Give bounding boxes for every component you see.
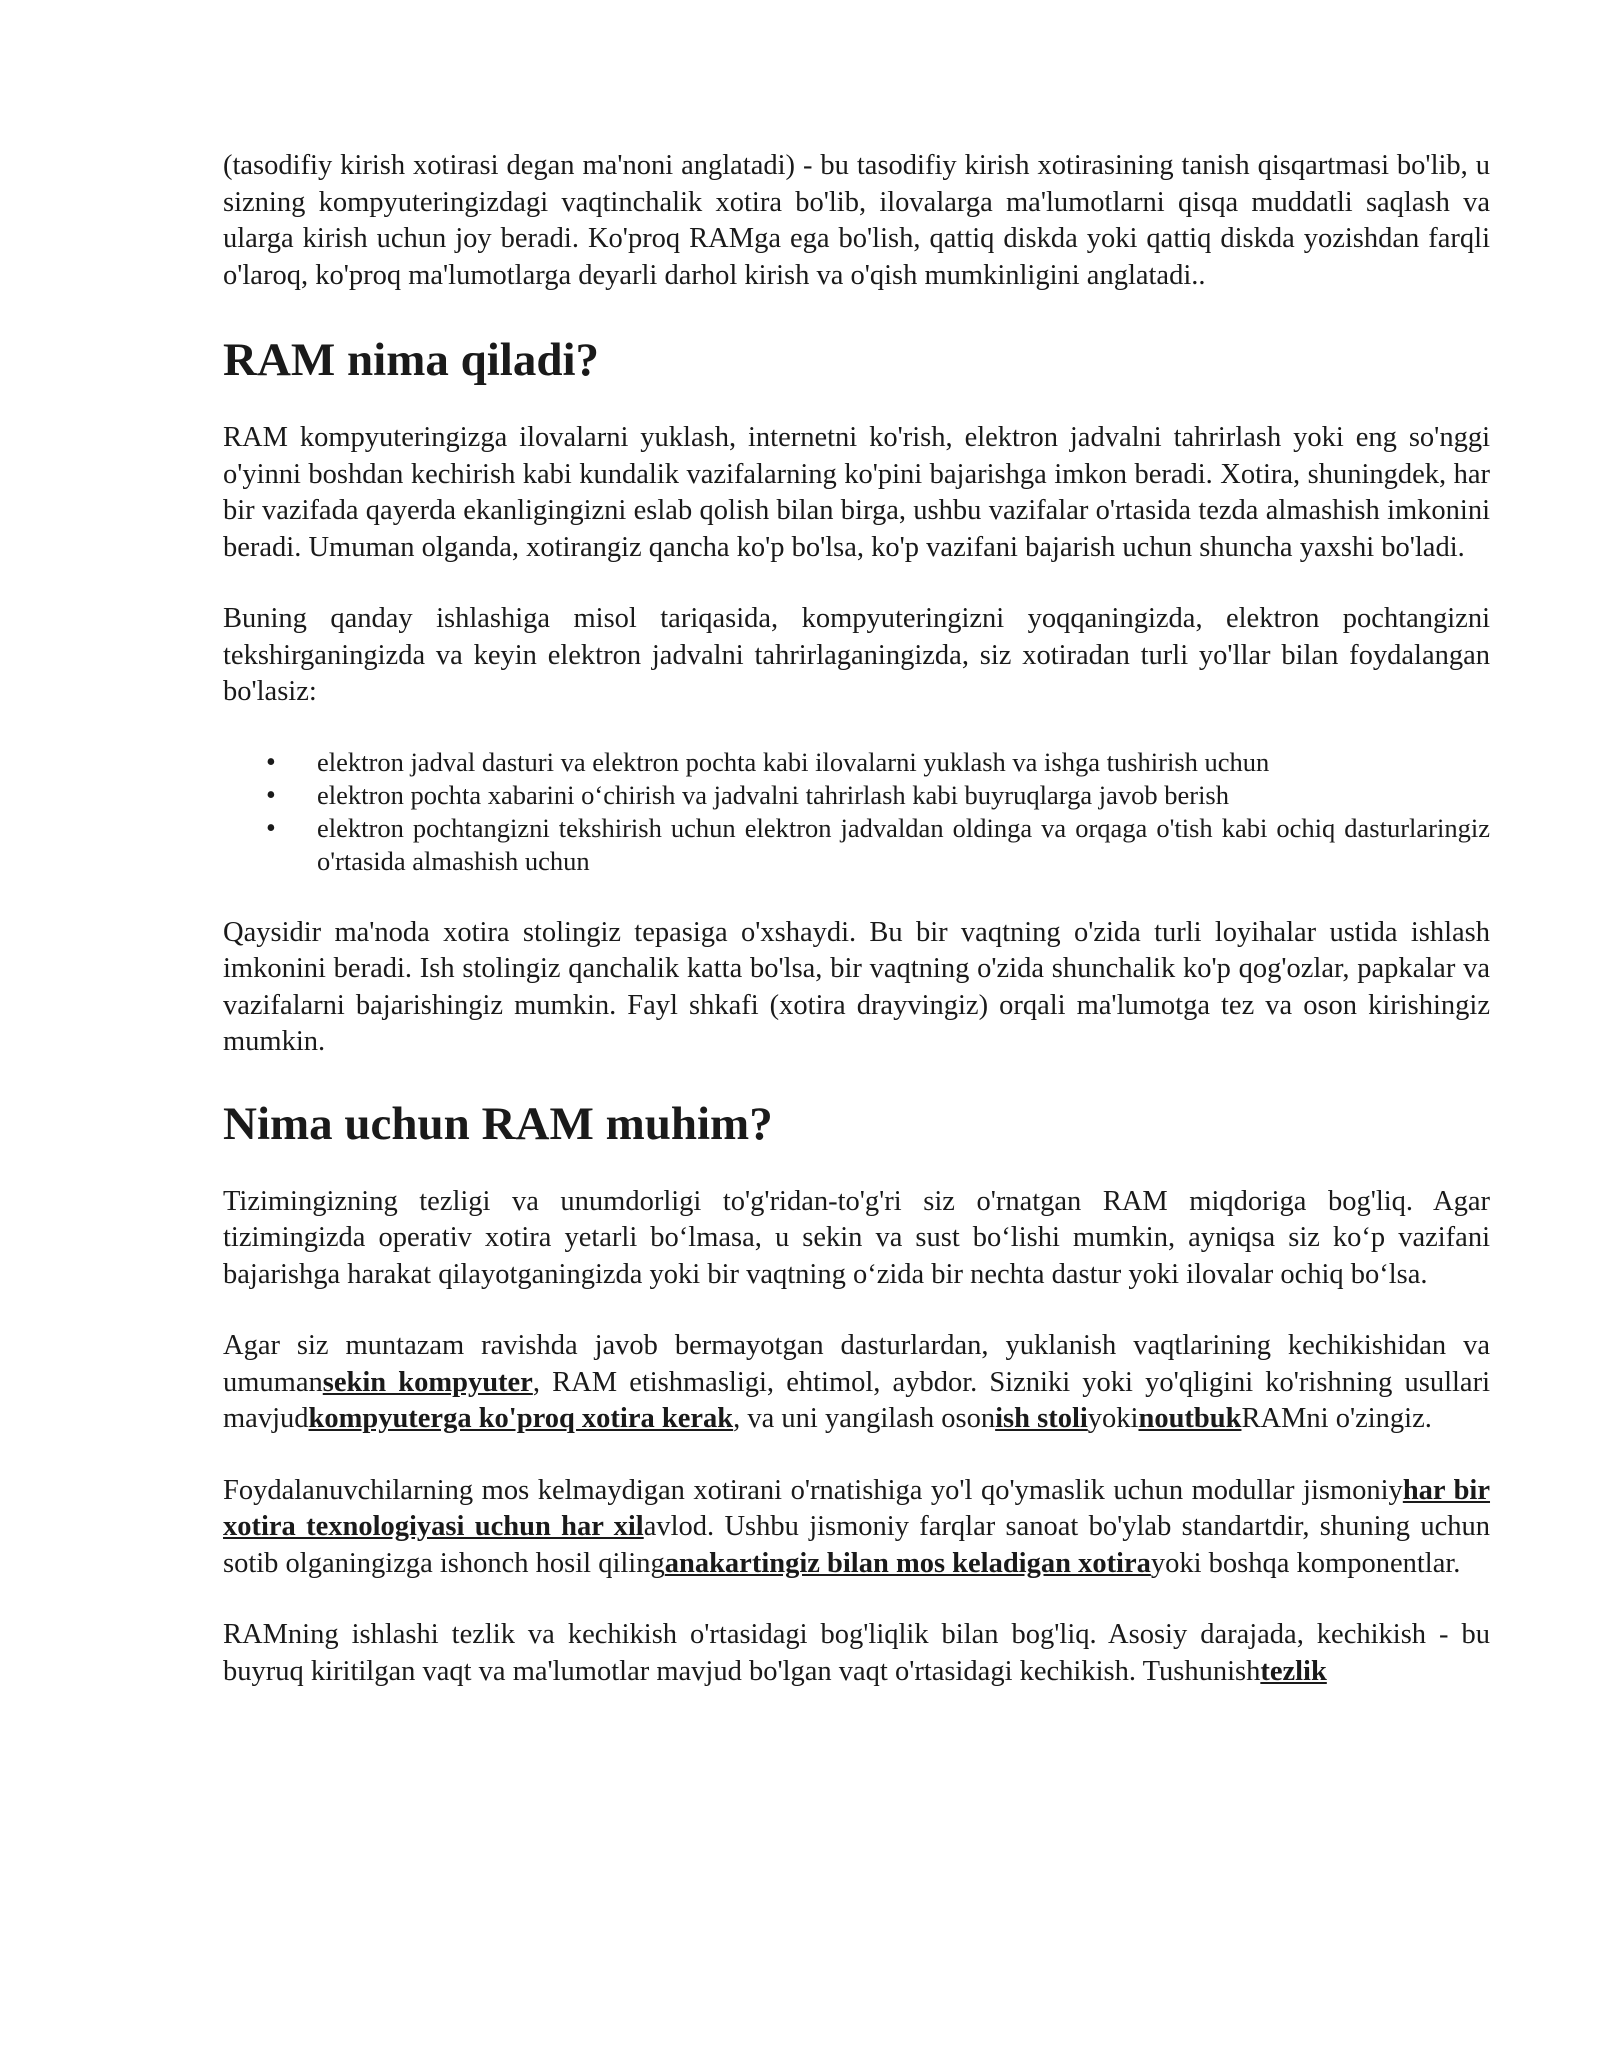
paragraph-text: Foydalanuvchilarning mos kelmaydigan xotirani o'rnatishiga yo'l qo'ymaslik uchun modullar jismoniy bbox=[223, 1474, 1403, 1506]
section1-paragraph-3: Qaysidir ma'noda xotira stolingiz tepasiga o'xshaydi. Bu bir vaqtning o'zida turli loyihalar ustida ishlash imkonini beradi. Ish stolingiz qanchalik katta bo'lsa, bir vaqtning o'zida shunchalik ko'p qog'ozlar, papkalar va vazifalarni bajarishingiz mumkin. Fayl shkafi (xotira drayvingiz) orqali ma'lumotga tez va oson kirishingiz mumkin. bbox=[223, 916, 1490, 1057]
list-item: • elektron pochta xabarini o‘chirish va jadvalni tahrirlash kabi buyruqlarga javob berish bbox=[317, 779, 1490, 812]
paragraph-text: , RAM etishmasligi, ehtimol, aybdor. Sizniki yoki yo'qligini ko'rishning usullari mavjud bbox=[223, 1366, 1490, 1434]
section2-paragraph-3 bbox=[223, 1473, 1490, 1583]
usage-list bbox=[223, 746, 1490, 878]
section-heading-what-ram-does: RAM nima qiladi? bbox=[223, 334, 600, 386]
section2-paragraph-1: Tizimingizning tezligi va unumdorligi to'g'ridan-to'g'ri siz o'rnatgan RAM miqdoriga bog'liq. Agar tizimingizda operativ xotira yetarli bo‘lmasa, u sekin va sust bo‘lishi mumkin, ayniqsa siz ko‘p vazifani bajarishga harakat qilayotganingizda yoki bir vaqtning o‘zida bir nechta dastur yoki ilovalar ochiq bo‘lsa. bbox=[223, 1185, 1490, 1290]
section1-paragraph-2: Buning qanday ishlashiga misol tariqasida, kompyuteringizni yoqqaningizda, elektron pochtangizni tekshirganingizda va keyin elektron jadvalni tahrirlaganingizda, siz xotiradan turli yo'llar bilan foydalangan bo'lasiz: bbox=[223, 603, 1490, 707]
section1-paragraph-1: RAM kompyuteringizga ilovalarni yuklash, internetni ko'rish, elektron jadvalni tahrirlash yoki eng so'nggi o'yinni boshdan kechirish kabi kundalik vazifalarning ko'pini bajarishga imkon beradi. Xotira, shuningdek, har bir vazifada qayerda ekanligingizni eslab qolish bilan birga, ushbu vazifalar o'rtasida tezda almashish imkonini beradi. Umuman olganda, xotirangiz qancha ko'p bo'lsa, ko'p vazifani bajarish uchun shuncha yaxshi bo'ladi. bbox=[223, 422, 1490, 563]
list-item: • elektron pochtangizni tekshirish uchun elektron jadvaldan oldinga va orqaga o'tish kabi ochiq dasturlaringiz o'rtasida almashish uchun bbox=[317, 812, 1490, 878]
more-memory-link[interactable]: kompyuterga ko'proq xotira kerak bbox=[308, 1403, 734, 1434]
intro-paragraph: (tasodifiy kirish xotirasi degan ma'noni anglatadi) - bu tasodifiy kirish xotirasining tanish qisqartmasi bo'lib, u sizning kompyuteringizdagi vaqtinchalik xotira bo'lib, ilovalarga ma'lumotlarni qisqa muddatli saqlash va ularga kirish uchun joy beradi. Ko'proq RAMga ega bo'lish, qattiq diskda yoki qattiq diskda yozishdan farqli o'laroq, ko'proq ma'lumotlarga deyarli darhol kirish va o'qish mumkinligini anglatadi.. bbox=[223, 150, 1490, 291]
paragraph-text: RAMni o'zingiz. bbox=[1241, 1403, 1432, 1434]
paragraph-text: avlod. Ushbu jismoniy farqlar sanoat bo'ylab standartdir, shuning uchun sotib olganingizga ishonch hosil qiling bbox=[223, 1511, 1490, 1579]
desktop-link[interactable]: ish stoli bbox=[995, 1403, 1088, 1434]
paragraph-text: yoki bbox=[1087, 1403, 1139, 1434]
memory-technology-link[interactable]: har bir xotira texnologiyasi uchun har xil bbox=[223, 1474, 1491, 1542]
list-item: • elektron jadval dasturi va elektron pochta kabi ilovalarni yuklash va ishga tushirish uchun bbox=[317, 746, 1490, 779]
laptop-link[interactable]: noutbuk bbox=[1138, 1403, 1242, 1434]
paragraph-text: , va uni yangilash oson bbox=[733, 1403, 996, 1434]
paragraph-text: Agar siz muntazam ravishda javob bermayotgan dasturlardan, yuklanish vaqtlarining kechikishidan va umuman bbox=[223, 1330, 1490, 1398]
paragraph-text: RAMning ishlashi tezlik va kechikish o'rtasidagi bog'liqlik bilan bog'liq. Asosiy darajada, kechikish - bu buyruq kiritilgan vaqt va ma'lumotlar mavjud bo'lgan vaqt o'rtasidagi kechikish. Tushunish bbox=[223, 1619, 1490, 1687]
section2-paragraph-4 bbox=[223, 1617, 1490, 1690]
speed-link[interactable]: tezlik bbox=[1260, 1655, 1327, 1687]
motherboard-compatible-link[interactable]: anakartingiz bilan mos keladigan xotira bbox=[664, 1547, 1151, 1579]
paragraph-text: yoki boshqa komponentlar. bbox=[1150, 1547, 1461, 1579]
slow-computer-link[interactable]: sekin kompyuter bbox=[322, 1366, 533, 1398]
section-heading-why-ram-matters: Nima uchun RAM muhim? bbox=[223, 1097, 773, 1150]
section2-paragraph-2 bbox=[223, 1328, 1490, 1438]
document-page bbox=[223, 148, 1490, 1690]
